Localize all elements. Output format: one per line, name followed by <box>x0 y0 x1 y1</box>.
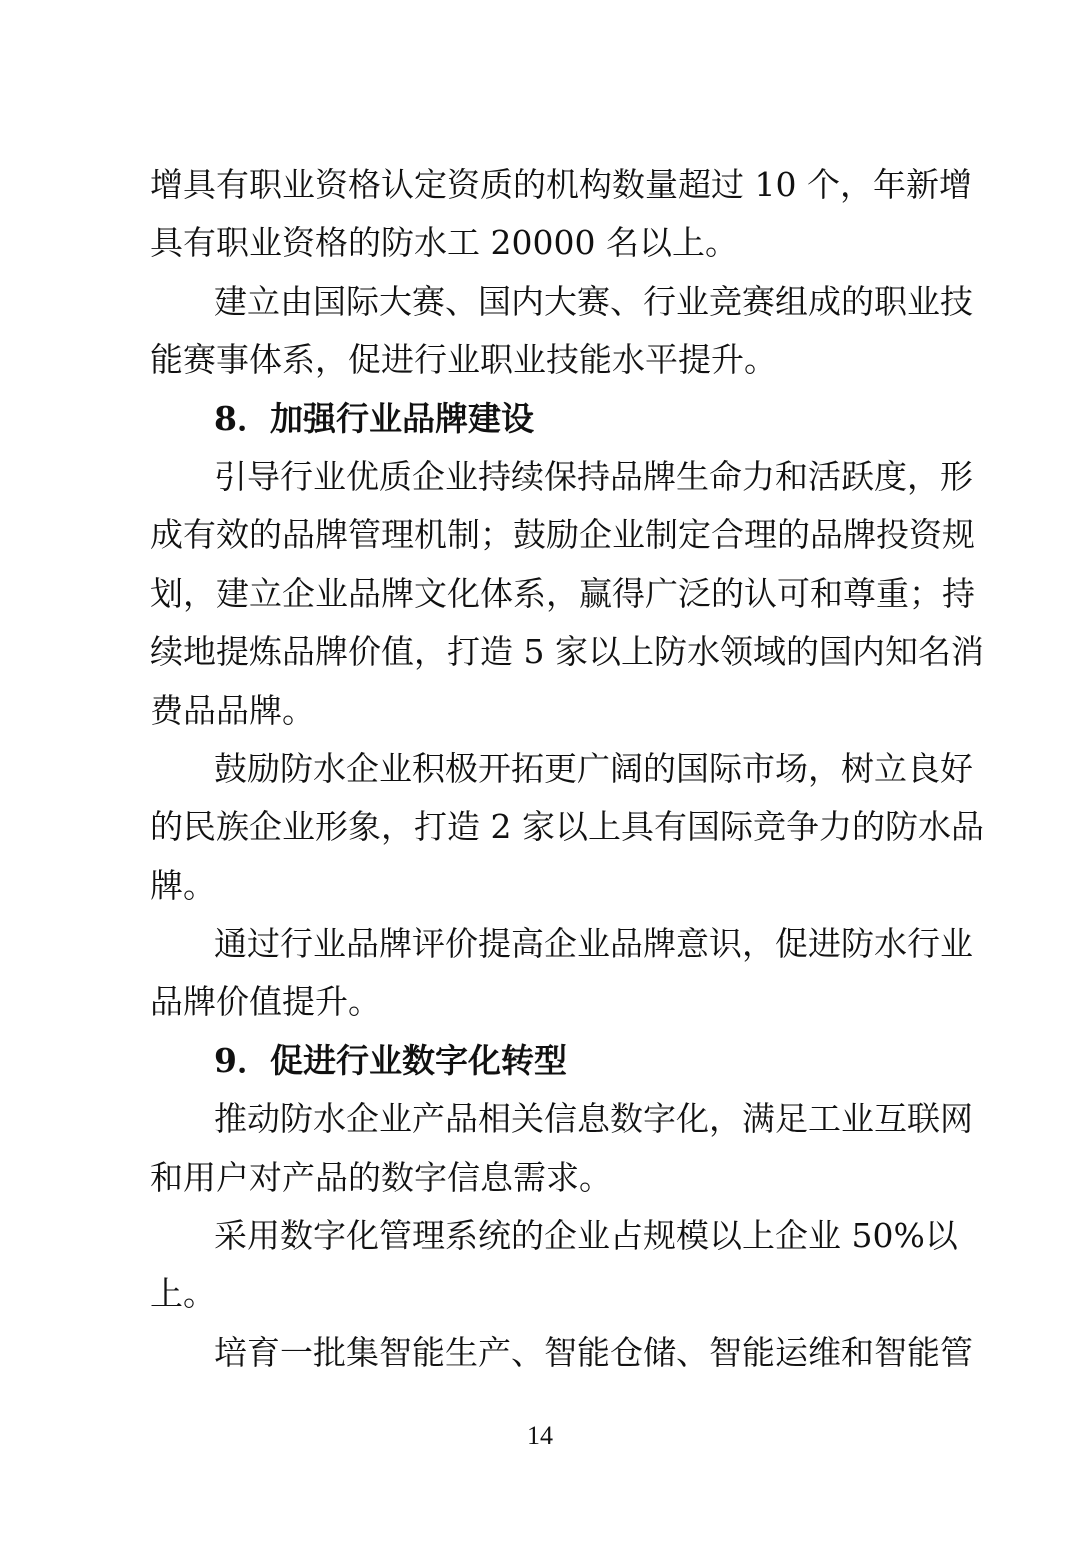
text-line: 成有效的品牌管理机制；鼓励企业制定合理的品牌投资规 <box>150 515 975 555</box>
text-line: 的民族企业形象，打造 2 家以上具有国际竞争力的防水品 <box>150 807 984 847</box>
body-text <box>150 156 984 1382</box>
text-line: 引导行业优质企业持续保持品牌生命力和活跃度，形 <box>214 456 973 496</box>
text-line: 能赛事体系，促进行业职业技能水平提升。 <box>150 340 777 380</box>
text-line: 增具有职业资格认定资质的机构数量超过 10 个，年新增 <box>150 165 972 204</box>
text-line: 划，建立企业品牌文化体系，赢得广泛的认可和尊重；持 <box>150 573 975 613</box>
text-line: 品牌价值提升。 <box>150 982 381 1022</box>
text-line: 采用数字化管理系统的企业占规模以上企业 50%以 <box>214 1216 958 1256</box>
text-line: 牌。 <box>150 865 216 905</box>
text-line: 推动防水企业产品相关信息数字化，满足工业互联网 <box>214 1099 973 1139</box>
page-number: 14 <box>527 1421 553 1450</box>
text-line: 具有职业资格的防水工 20000 名以上。 <box>150 223 738 263</box>
section-heading: 9．促进行业数字化转型 <box>214 1040 567 1080</box>
text-line: 建立由国际大赛、国内大赛、行业竞赛组成的职业技 <box>214 281 973 321</box>
text-line: 通过行业品牌评价提高企业品牌意识，促进防水行业 <box>214 924 973 964</box>
text-line: 培育一批集智能生产、智能仓储、智能运维和智能管 <box>214 1332 973 1372</box>
text-line: 费品品牌。 <box>150 690 315 730</box>
section-heading: 8．加强行业品牌建设 <box>214 398 534 438</box>
text-line: 续地提炼品牌价值，打造 5 家以上防水领域的国内知名消 <box>150 632 984 672</box>
text-line: 和用户对产品的数字信息需求。 <box>150 1157 612 1197</box>
text-line: 鼓励防水企业积极开拓更广阔的国际市场，树立良好 <box>214 748 973 788</box>
text-line: 上。 <box>150 1274 216 1314</box>
